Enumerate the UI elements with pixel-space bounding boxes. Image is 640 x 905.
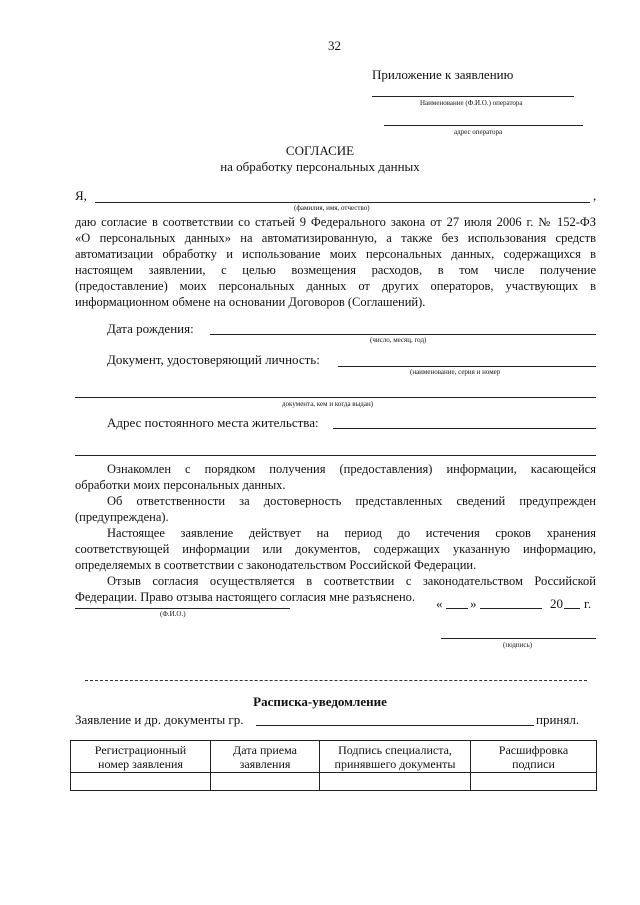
operator-address-line[interactable] <box>384 125 583 126</box>
table-cell[interactable] <box>71 773 211 791</box>
i-label: Я, <box>75 188 87 203</box>
consent-line: «О персональных данных» на автоматизированную, а также без использования средств <box>75 231 596 245</box>
header-line: Регистрационный <box>94 742 187 757</box>
birth-date-hint: (число, месяц, год) <box>370 336 427 344</box>
paragraph-line: соответствующей информации или документов, содержащих указанную информацию, <box>75 542 596 556</box>
header-line: принявшего документы <box>334 756 456 771</box>
header-line: подписи <box>512 756 555 771</box>
table-header-row <box>71 741 597 773</box>
id-document-label: Документ, удостоверяющий личность: <box>107 352 320 367</box>
receipt-name-line[interactable] <box>256 725 534 726</box>
consent-line: информационном обмене на основании Договоров (Соглашений). <box>75 295 426 309</box>
full-name-line[interactable] <box>95 202 590 203</box>
table-row <box>71 773 597 791</box>
paragraph-line: обработки моих персональных данных. <box>75 478 286 492</box>
receipt-title: Расписка-уведомление <box>253 694 387 709</box>
paragraph-line: Ознакомлен с порядком получения (предоставления) информации, касающейся <box>107 462 596 476</box>
id-document-issued-hint: документа, кем и когда выдан) <box>282 400 374 408</box>
header-line: Дата приема <box>233 742 297 757</box>
date-year-prefix: 20 <box>550 596 563 611</box>
paragraph-line: Настоящее заявление действует на период до истечения сроков хранения <box>107 526 596 540</box>
consent-line: автоматизации обработку и использование моих персональных данных, содержащихся в <box>75 247 596 261</box>
table-header-cell <box>471 741 597 773</box>
paragraph-line: определяемых в соответствии с законодательством Российской Федерации. <box>75 558 477 572</box>
date-month-line[interactable] <box>480 608 542 609</box>
table-header-cell <box>320 741 471 773</box>
birth-date-label: Дата рождения: <box>107 321 194 336</box>
birth-date-line[interactable] <box>210 334 596 335</box>
page-number: 32 <box>328 38 341 53</box>
operator-name-hint: Наименование (Ф.И.О.) оператора <box>420 99 523 107</box>
date-year-line[interactable] <box>564 608 580 609</box>
consent-line: даю согласие в соответствии со статьей 9 Федерального закона от 27 июля 2006 г. № 152-ФЗ <box>75 215 596 229</box>
operator-name-line[interactable] <box>372 96 574 97</box>
date-open-quote: « <box>436 596 443 611</box>
appendix-title: Приложение к заявлению <box>372 67 514 82</box>
signer-fio-line[interactable] <box>75 608 290 609</box>
consent-line: (предоставление) моих персональных данных от других операторов, участвующих в <box>75 279 596 293</box>
date-close-quote: » <box>470 596 477 611</box>
table-cell[interactable] <box>471 773 597 791</box>
id-document-issued-line[interactable] <box>75 397 596 398</box>
date-day-line[interactable] <box>446 608 468 609</box>
signature-hint: (подпись) <box>503 641 533 649</box>
receipt-line-suffix: принял. <box>536 712 580 727</box>
receipt-line-prefix: Заявление и др. документы гр. <box>75 712 244 727</box>
table-cell[interactable] <box>320 773 471 791</box>
date-year-suffix: г. <box>584 596 592 611</box>
address-line[interactable] <box>333 428 596 429</box>
table-cell[interactable] <box>211 773 320 791</box>
consent-line: настоящем заявлении, с целью возмещения расходов, в том числе получение <box>75 263 596 277</box>
paragraph-line: Отзыв согласия осуществляется в соответствии с законодательством Российской <box>107 574 596 588</box>
document-title: СОГЛАСИЕ <box>285 143 355 158</box>
address-line-2[interactable] <box>75 455 596 456</box>
document-subtitle: на обработку персональных данных <box>220 159 420 174</box>
cut-line-divider <box>85 680 587 681</box>
header-line: номер заявления <box>98 756 183 771</box>
full-name-comma: , <box>593 188 597 203</box>
id-document-line[interactable] <box>338 366 596 367</box>
operator-address-hint: адрес оператора <box>454 128 503 136</box>
receipt-table <box>70 740 597 791</box>
address-label: Адрес постоянного места жительства: <box>107 415 319 430</box>
header-line: заявления <box>239 756 291 771</box>
full-name-hint: (фамилия, имя, отчество) <box>294 204 370 212</box>
header-line: Расшифровка <box>498 742 569 757</box>
paragraph-line: (предупреждена). <box>75 510 169 524</box>
signer-fio-hint: (Ф.И.О.) <box>160 610 186 618</box>
table-header-cell <box>211 741 320 773</box>
id-document-hint: (наименование, серия и номер <box>410 368 501 376</box>
paragraph-line: Об ответственности за достоверность представленных сведений предупрежден <box>107 494 596 508</box>
signature-line[interactable] <box>441 638 596 639</box>
table-header-cell <box>71 741 211 773</box>
header-line: Подпись специалиста, <box>338 742 452 757</box>
paragraph-line: Федерации. Право отзыва настоящего согласия мне разъяснено. <box>75 590 416 604</box>
